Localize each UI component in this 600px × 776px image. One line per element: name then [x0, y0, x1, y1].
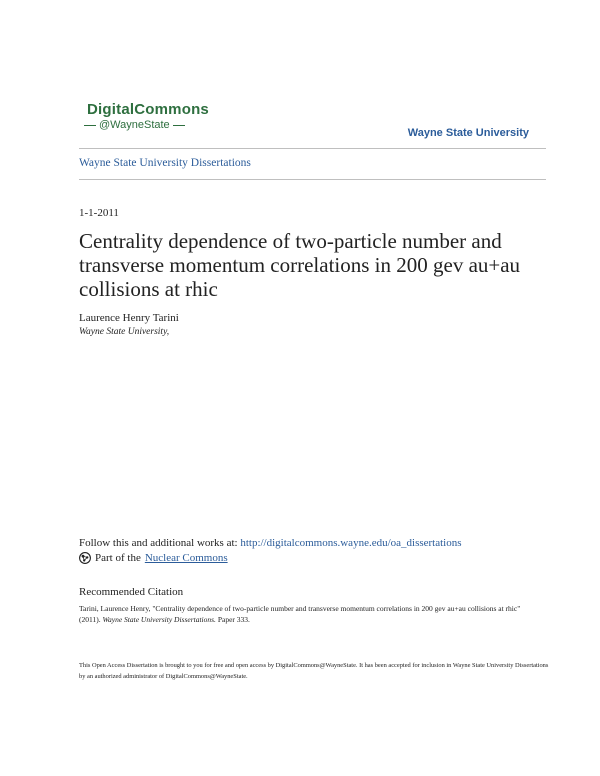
logo-dash-right: [173, 125, 185, 126]
nuclear-commons-link[interactable]: Nuclear Commons: [144, 552, 228, 564]
commons-network-icon: [79, 552, 91, 564]
header-divider: [79, 148, 546, 149]
logo-digitalcommons[interactable]: DigitalCommons: [87, 101, 209, 118]
author-name: Laurence Henry Tarini: [79, 312, 179, 324]
logo-dash-left: [84, 125, 96, 126]
citation-heading: Recommended Citation: [79, 586, 184, 598]
series-link[interactable]: Wayne State University Dissertations: [79, 157, 251, 169]
partof-prefix: Part of the: [95, 552, 141, 564]
follow-line: [79, 537, 462, 549]
citation-text: [79, 603, 539, 625]
part-of-line: [79, 552, 228, 564]
citation-part2: Paper 333.: [215, 615, 250, 624]
author-affiliation: Wayne State University,: [79, 327, 170, 337]
publication-date: 1-1-2011: [79, 207, 119, 219]
university-name[interactable]: Wayne State University: [407, 127, 529, 139]
series-divider: [79, 179, 546, 180]
follow-prefix: Follow this and additional works at:: [79, 537, 241, 549]
citation-series: Wayne State University Dissertations.: [102, 615, 216, 624]
citation-part1: Tarini, Laurence Henry, "Centrality dependence of two-particle number and transverse momentum correlations in 200 gev au+au collisions at rhic" (2011).: [79, 604, 521, 624]
follow-url-link[interactable]: http://digitalcommons.wayne.edu/oa_dissertations: [240, 537, 462, 549]
logo-waynestate: [84, 119, 185, 131]
logo-subtext: @WayneState: [99, 119, 170, 131]
open-access-notice: This Open Access Dissertation is brought to you for free and open access by DigitalCommons@WayneState. It has been accepted for inclusion in Wayne State University Dissertations by an authorized administrator of DigitalCommons@WayneState.: [79, 662, 549, 680]
document-title: Centrality dependence of two-particle number and transverse momentum correlations in 200 gev au+au collisions at rhic: [79, 229, 521, 301]
